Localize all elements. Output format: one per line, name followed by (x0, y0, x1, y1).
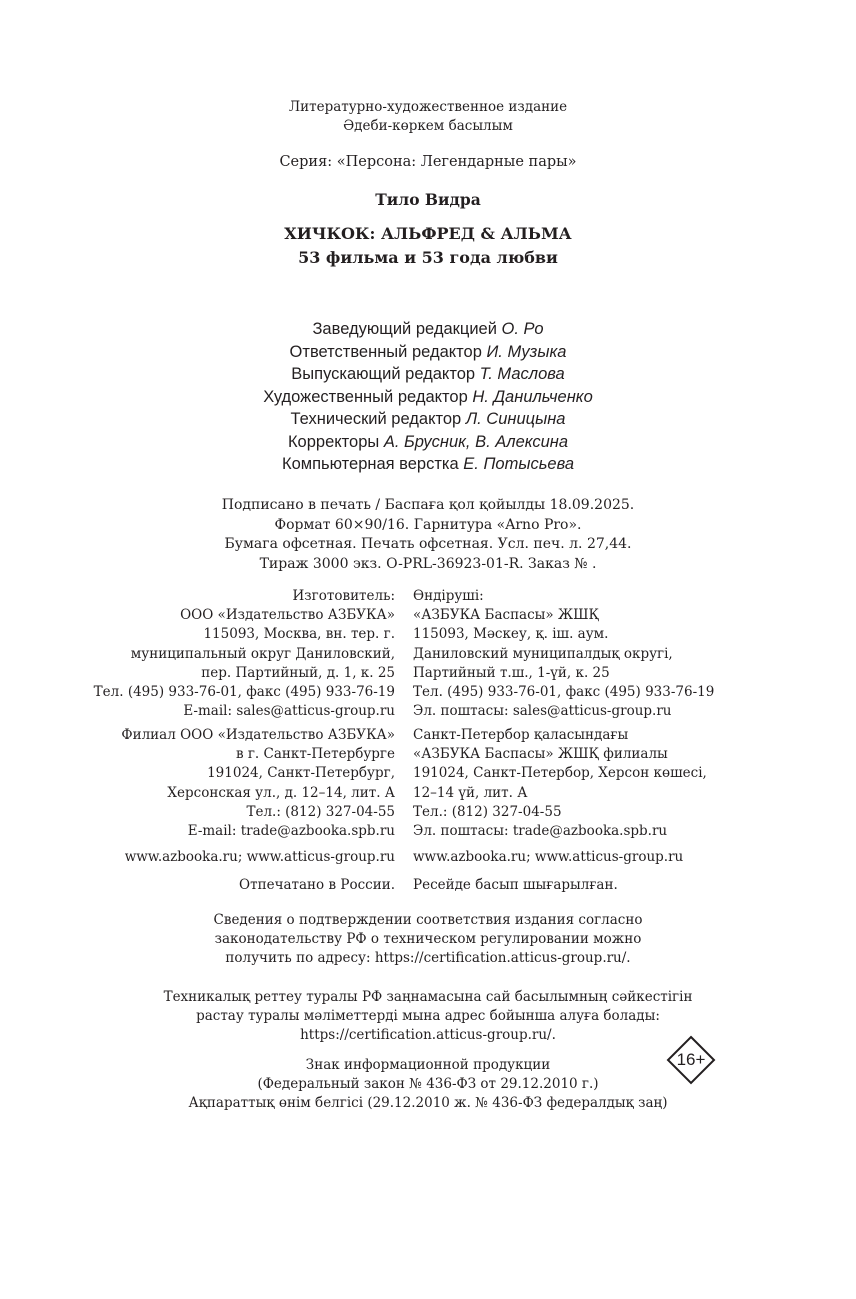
print-spec-line: Подписано в печать / Баспаға қол қойылды 18.09.2025. (221, 497, 635, 513)
printed-ru (35, 876, 395, 895)
age-rating-text: 16+ (676, 1050, 706, 1069)
certification-kz-line: Техникалық реттеу туралы РФ заңнамасына сай басылымның сәйкестігін (163, 989, 693, 1005)
branch-kz-line: 191024, Санкт-Петербор, Херсон көшесі, (413, 765, 707, 782)
manufacturer-kz-line: Эл. поштасы: sales@atticus-group.ru (413, 703, 672, 720)
websites-block (0, 848, 856, 870)
branch-ru-line: Херсонская ул., д. 12–14, лит. А (167, 784, 395, 801)
staff-row (0, 341, 856, 364)
websites-kz-text: www.azbooka.ru; www.atticus-group.ru (413, 849, 684, 865)
printed-kz-text: Ресейде басып шығарылған. (413, 877, 618, 893)
staff-row (0, 431, 856, 454)
print-spec-line: Тираж 3000 экз. O-PRL-36923-01-R. Заказ № . (259, 555, 597, 572)
print-spec-line: Формат 60×90/16. Гарнитура «Arno Pro». (274, 516, 582, 533)
print-specs (0, 496, 856, 574)
branch-ru-line: Тел.: (812) 327-04-55 (246, 803, 395, 820)
staff-name: Т. Маслова (479, 365, 565, 383)
info-product-mark (0, 1056, 856, 1113)
staff-role: Художественный редактор (263, 387, 468, 406)
staff-role: Заведующий редакцией (312, 320, 497, 338)
info-mark-line: Ақпараттық өнім белгісі (29.12.2010 ж. № 436-ФЗ федералдық заң) (188, 1095, 668, 1111)
branch-kz-line: Эл. поштасы: trade@azbooka.spb.ru (413, 823, 668, 840)
staff-role: Выпускающий редактор (291, 365, 476, 383)
staff-name: А. Брусник, В. Алексина (383, 432, 569, 451)
manufacturer-block (0, 587, 856, 727)
branch-kz-line: Санкт-Петербор қаласындағы (413, 727, 629, 743)
book-title: ХИЧКОК: АЛЬФРЕД & АЛЬМА (284, 224, 572, 243)
series-line (0, 152, 856, 172)
branch-kz-line: 12–14 үй, лит. А (413, 784, 528, 801)
branch-ru-line: Филиал ООО «Издательство АЗБУКА» (121, 727, 395, 743)
websites-ru-text: www.azbooka.ru; www.atticus-group.ru (124, 849, 395, 865)
staff-role: Компьютерная верстка (281, 455, 459, 473)
branch-ru-line: 191024, Санкт-Петербург, (207, 765, 395, 782)
print-spec-line: Бумага офсетная. Печать офсетная. Усл. печ. л. 27,44. (224, 536, 632, 552)
staff-name: Е. Потысьева (463, 455, 575, 473)
manufacturer-ru-line: муниципальный округ Даниловский, (130, 645, 395, 662)
manufacturer-kz-line: Тел. (495) 933-76-01, факс (495) 933-76-19 (413, 684, 715, 701)
manufacturer-ru-line: 115093, Москва, вн. тер. г. (203, 626, 395, 643)
printed-block (0, 876, 856, 898)
manufacturer-kz-line: Өндіруші: (413, 588, 484, 604)
branch-kz (413, 726, 743, 841)
manufacturer-ru-line: Тел. (495) 933-76-01, факс (495) 933-76-19 (93, 684, 395, 701)
series-text: Серия: «Персона: Легендарные пары» (279, 154, 577, 170)
manufacturer-ru-line: E-mail: sales@atticus-group.ru (183, 703, 395, 720)
staff-role: Технический редактор (290, 410, 462, 428)
manufacturer-ru-line: ООО «Издательство АЗБУКА» (180, 607, 395, 624)
branch-ru (35, 726, 395, 841)
certification-ru (0, 911, 856, 968)
certification-kz-line: растау туралы мәліметтерді мына адрес бойынша алуға болады: (196, 1008, 660, 1024)
branch-kz-line: Тел.: (812) 327-04-55 (413, 803, 562, 820)
staff-name: Н. Данильченко (472, 387, 593, 406)
printed-kz (413, 876, 743, 895)
staff-row (0, 408, 856, 431)
staff-row (0, 386, 856, 409)
manufacturer-kz (413, 587, 743, 721)
websites-kz (413, 848, 743, 867)
manufacturer-kz-line: «АЗБУКА Баспасы» ЖШҚ (413, 607, 599, 624)
manufacturer-kz-line: Партийный т.ш., 1-үй, к. 25 (413, 664, 610, 681)
author-line (0, 189, 856, 211)
branch-ru-line: в г. Санкт-Петербурге (235, 746, 395, 763)
printed-ru-text: Отпечатано в России. (239, 877, 395, 893)
book-title-block (0, 222, 856, 270)
manufacturer-kz-line: 115093, Мәскеу, қ. іш. аум. (413, 626, 609, 643)
certification-ru-line: получить по адресу: https://certification.atticus-group.ru/. (225, 950, 631, 966)
author-name: Тило Видра (375, 190, 481, 209)
manufacturer-ru-line: Изготовитель: (292, 588, 395, 604)
certification-kz-line: https://certification.atticus-group.ru/. (300, 1027, 556, 1043)
edition-type-kz: Әдеби-көркем басылым (343, 118, 513, 134)
staff-name: И. Музыка (486, 342, 567, 361)
staff-row (0, 453, 856, 476)
age-rating-badge (666, 1035, 716, 1085)
manufacturer-kz-line: Даниловский муниципалдық округі, (413, 645, 673, 662)
certification-ru-line: законодательству РФ о техническом регулировании можно (214, 931, 642, 947)
manufacturer-ru-line: пер. Партийный, д. 1, к. 25 (201, 664, 395, 681)
staff-role: Корректоры (287, 432, 380, 451)
edition-type (0, 98, 856, 136)
certification-kz (0, 988, 856, 1045)
certification-ru-line: Сведения о подтверждении соответствия издания согласно (213, 912, 643, 928)
edition-type-ru: Литературно-художественное издание (288, 99, 568, 115)
branch-ru-line: E-mail: trade@azbooka.spb.ru (187, 823, 395, 840)
staff-row (0, 363, 856, 386)
manufacturer-ru (35, 587, 395, 721)
staff-credits (0, 318, 856, 476)
info-mark-line: (Федеральный закон № 436-ФЗ от 29.12.2010 г.) (257, 1076, 599, 1092)
staff-role: Ответственный редактор (289, 342, 482, 361)
book-subtitle: 53 фильма и 53 года любви (298, 248, 558, 267)
staff-name: О. Ро (501, 320, 544, 338)
websites-ru (35, 848, 395, 867)
staff-row (0, 318, 856, 341)
branch-kz-line: «АЗБУКА Баспасы» ЖШҚ филиалы (413, 746, 668, 763)
info-mark-line: Знак информационной продукции (305, 1057, 551, 1073)
staff-name: Л. Синицына (465, 410, 566, 428)
branch-block (0, 726, 856, 846)
